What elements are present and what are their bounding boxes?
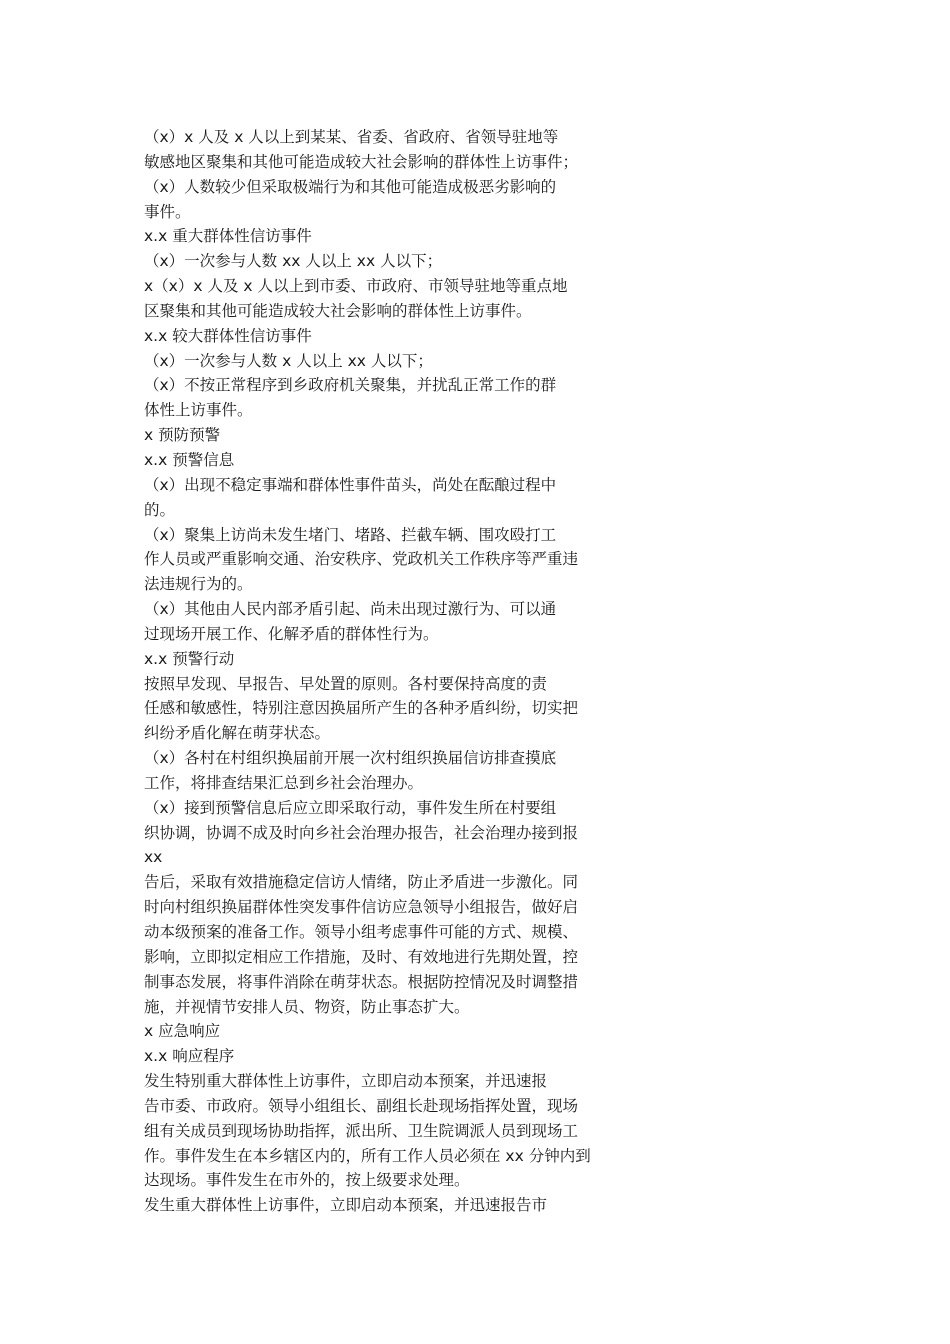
text-line: （x）一次参与人数 xx 人以上 xx 人以下； bbox=[144, 252, 443, 271]
text-line: （x）不按正常程序到乡政府机关聚集，并扰乱正常工作的群 bbox=[144, 376, 557, 395]
text-line: 作人员或严重影响交通、治安秩序、党政机关工作秩序等严重违 bbox=[144, 550, 579, 569]
text-line: （x）x 人及 x 人以上到某某、省委、省政府、省领导驻地等 bbox=[144, 128, 559, 146]
text-line: 任感和敏感性，特别注意因换届所产生的各种矛盾纠纷，切实把 bbox=[144, 699, 579, 718]
text-line: （x）接到预警信息后应立即采取行动，事件发生所在村要组 bbox=[144, 798, 557, 817]
text-line: （x）出现不稳定事端和群体性事件苗头，尚处在酝酿过程中 bbox=[144, 475, 557, 494]
text-line: 影响，立即拟定相应工作措施，及时、有效地进行先期处置，控 bbox=[144, 947, 579, 966]
text-line: 的。 bbox=[144, 500, 176, 519]
text-line: xx bbox=[144, 848, 163, 867]
text-line: （x）聚集上访尚未发生堵门、堵路、拦截车辆、围攻殴打工 bbox=[144, 525, 557, 544]
section-heading: x.x 预警行动 bbox=[144, 649, 235, 668]
text-line: 动本级预案的准备工作。领导小组考虑事件可能的方式、规模、 bbox=[144, 923, 579, 941]
text-line: 织协调，协调不成及时向乡社会治理办报告，社会治理办接到报 bbox=[144, 823, 579, 842]
text-line: 按照早发现、早报告、早处置的原则。各村要保持高度的责 bbox=[144, 674, 548, 693]
document-body bbox=[144, 125, 644, 1218]
text-line: 作。事件发生在本乡辖区内的，所有工作人员必须在 xx 分钟内到 bbox=[144, 1146, 591, 1165]
text-line: 告市委、市政府。领导小组组长、副组长赴现场指挥处置，现场 bbox=[144, 1096, 579, 1115]
text-line: 施，并视情节安排人员、物资，防止事态扩大。 bbox=[144, 997, 470, 1016]
text-line: 纠纷矛盾化解在萌芽状态。 bbox=[144, 724, 331, 743]
section-heading: x.x 较大群体性信访事件 bbox=[144, 326, 312, 345]
section-heading: x.x 预警信息 bbox=[144, 450, 235, 469]
text-line: 告后，采取有效措施稳定信访人情绪，防止矛盾进一步激化。同 bbox=[144, 873, 579, 892]
text-line: 达现场。事件发生在市外的，按上级要求处理。 bbox=[144, 1171, 470, 1190]
text-line: 法违规行为的。 bbox=[144, 575, 253, 594]
text-line: （x）人数较少但采取极端行为和其他可能造成极恶劣影响的 bbox=[144, 177, 557, 196]
text-line: 体性上访事件。 bbox=[144, 401, 253, 420]
chapter-heading: x 预防预警 bbox=[144, 426, 221, 445]
text-line: 发生特别重大群体性上访事件，立即启动本预案，并迅速报 bbox=[144, 1072, 548, 1091]
text-line: （x）各村在村组织换届前开展一次村组织换届信访排查摸底 bbox=[144, 749, 557, 768]
text-line: （x）其他由人民内部矛盾引起、尚未出现过激行为、可以通 bbox=[144, 600, 557, 619]
text-line: 敏感地区聚集和其他可能造成较大社会影响的群体性上访事件； bbox=[144, 152, 579, 171]
text-line: 事件。 bbox=[144, 202, 191, 221]
text-line: x（x）x 人及 x 人以上到市委、市政府、市领导驻地等重点地 bbox=[144, 277, 568, 296]
chapter-heading: x 应急响应 bbox=[144, 1022, 221, 1041]
section-heading: x.x 重大群体性信访事件 bbox=[144, 227, 312, 246]
text-line: 时向村组织换届群体性突发事件信访应急领导小组报告，做好启 bbox=[144, 898, 579, 917]
section-heading: x.x 响应程序 bbox=[144, 1047, 235, 1066]
text-line: 区聚集和其他可能造成较大社会影响的群体性上访事件。 bbox=[144, 301, 532, 320]
text-line: 过现场开展工作、化解矛盾的群体性行为。 bbox=[144, 624, 439, 643]
text-line: 发生重大群体性上访事件，立即启动本预案，并迅速报告市 bbox=[144, 1196, 548, 1215]
text-line: （x）一次参与人数 x 人以上 xx 人以下； bbox=[144, 351, 433, 370]
text-line: 组有关成员到现场协助指挥，派出所、卫生院调派人员到现场工 bbox=[144, 1121, 579, 1140]
text-line: 制事态发展，将事件消除在萌芽状态。根据防控情况及时调整措 bbox=[144, 972, 579, 991]
text-line: 工作，将排查结果汇总到乡社会治理办。 bbox=[144, 773, 424, 792]
